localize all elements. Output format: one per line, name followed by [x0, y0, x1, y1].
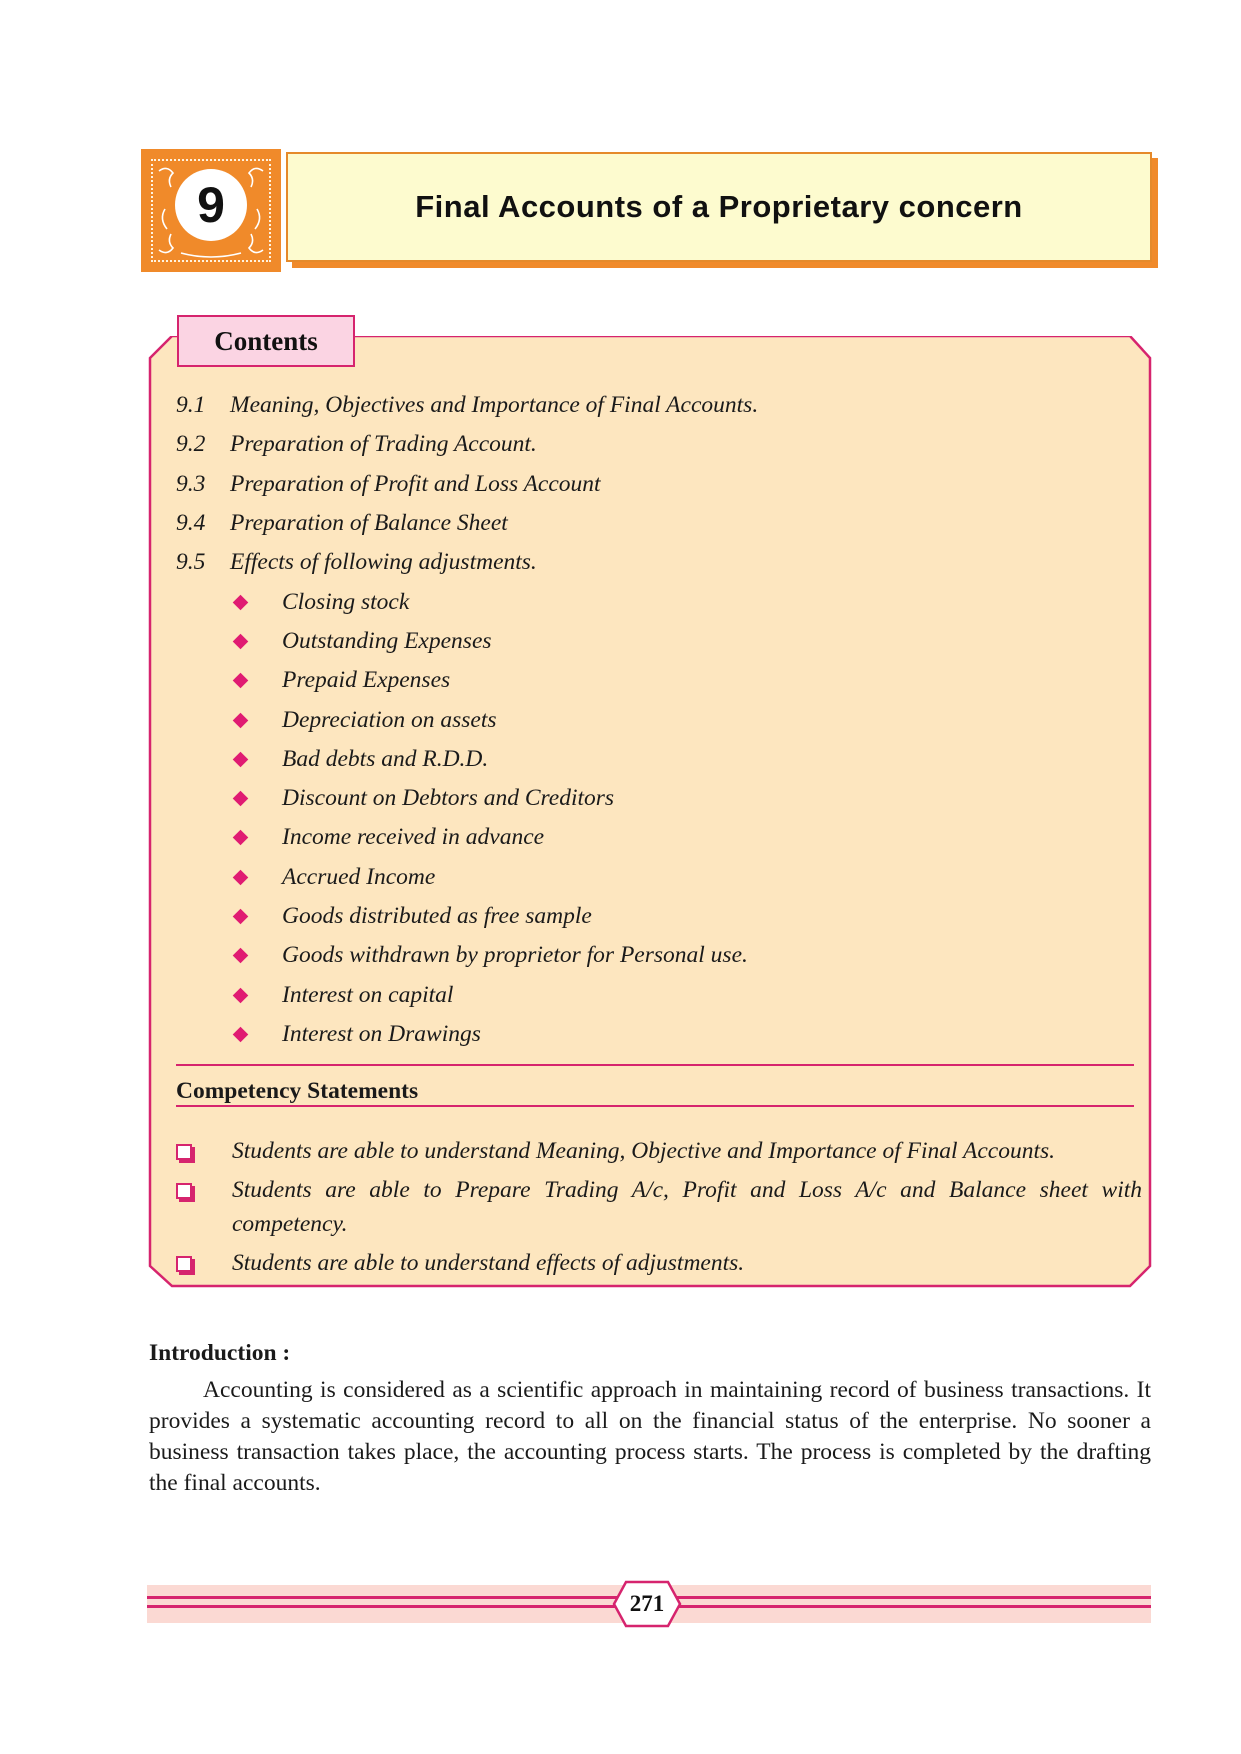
chapter-title-box: [286, 152, 1152, 262]
competency-text: Students are able to Prepare Trading A/c, Profit and Loss A/c and Balance sheet with competency.: [232, 1177, 1142, 1237]
item-number: 9.3: [176, 470, 206, 497]
chapter-number: 9: [175, 169, 247, 241]
list-item: [176, 543, 1156, 582]
adjustment-item: [176, 1015, 1156, 1054]
list-item: [176, 1173, 1142, 1241]
adjustment-item: [176, 700, 1156, 739]
diamond-bullet-icon: [233, 1027, 249, 1043]
chapter-badge: [141, 149, 281, 272]
checkbox-bullet-icon: [176, 1256, 192, 1272]
divider: [176, 1064, 1134, 1066]
item-number: 9.5: [176, 549, 206, 576]
list-item: [176, 1246, 1142, 1280]
item-text: Preparation of Balance Sheet: [230, 510, 508, 537]
item-text: Preparation of Trading Account.: [230, 431, 537, 458]
competency-list: [176, 1134, 1142, 1285]
diamond-bullet-icon: [233, 594, 249, 610]
adjustment-item: [176, 622, 1156, 661]
adjustment-text: Depreciation on assets: [282, 706, 497, 733]
adjustment-text: Accrued Income: [282, 863, 436, 890]
page-number: 271: [629, 1591, 665, 1616]
diamond-bullet-icon: [233, 752, 249, 768]
diamond-bullet-icon: [233, 987, 249, 1003]
list-item: [176, 386, 1156, 425]
introduction-paragraph: Accounting is considered as a scientific approach in maintaining record of business transactions. It provides a systematic accounting record to all on the financial status of the enterprise. No sooner a business transaction takes place, the accounting process starts. The process is completed by the drafting the final accounts.: [149, 1377, 1151, 1496]
item-text: Preparation of Profit and Loss Account: [230, 470, 601, 497]
contents-heading: Contents: [177, 315, 355, 367]
diamond-bullet-icon: [233, 830, 249, 846]
diamond-bullet-icon: [233, 712, 249, 728]
list-item: [176, 1134, 1142, 1168]
adjustment-item: [176, 740, 1156, 779]
list-item: [176, 425, 1156, 464]
item-text: Meaning, Objectives and Importance of Final Accounts.: [230, 392, 759, 419]
adjustment-item: [176, 936, 1156, 975]
adjustment-text: Income received in advance: [282, 824, 545, 851]
adjustment-item: [176, 858, 1156, 897]
diamond-bullet-icon: [233, 673, 249, 689]
adjustment-text: Outstanding Expenses: [282, 627, 492, 654]
item-number: 9.4: [176, 510, 206, 537]
adjustment-text: Bad debts and R.D.D.: [282, 745, 489, 772]
adjustment-item: [176, 779, 1156, 818]
adjustment-item: [176, 975, 1156, 1014]
adjustment-item: [176, 897, 1156, 936]
adjustment-text: Closing stock: [282, 588, 410, 615]
checkbox-bullet-icon: [176, 1183, 192, 1199]
divider: [176, 1105, 1134, 1107]
list-item: [176, 504, 1156, 543]
adjustment-text: Goods withdrawn by proprietor for Personal use.: [282, 942, 748, 969]
adjustment-text: Discount on Debtors and Creditors: [282, 785, 615, 812]
chapter-title: Final Accounts of a Proprietary concern: [415, 189, 1023, 224]
diamond-bullet-icon: [233, 634, 249, 650]
item-number: 9.2: [176, 431, 206, 458]
list-item: [176, 465, 1156, 504]
diamond-bullet-icon: [233, 791, 249, 807]
diamond-bullet-icon: [233, 948, 249, 964]
adjustment-text: Prepaid Expenses: [282, 667, 451, 694]
adjustment-text: Interest on capital: [282, 981, 454, 1008]
checkbox-bullet-icon: [176, 1144, 192, 1160]
adjustment-text: Interest on Drawings: [282, 1020, 481, 1047]
item-text: Effects of following adjustments.: [230, 549, 537, 576]
diamond-bullet-icon: [233, 869, 249, 885]
competency-text: Students are able to understand Meaning, Objective and Importance of Final Accounts.: [232, 1138, 1056, 1164]
item-number: 9.1: [176, 392, 206, 419]
diamond-bullet-icon: [233, 909, 249, 925]
adjustment-item: [176, 818, 1156, 857]
adjustment-item: [176, 661, 1156, 700]
contents-list: [176, 386, 1156, 1054]
introduction-heading: Introduction :: [149, 1340, 291, 1366]
competency-heading: Competency Statements: [176, 1078, 419, 1104]
adjustment-item: [176, 582, 1156, 621]
adjustment-text: Goods distributed as free sample: [282, 903, 592, 929]
competency-text: Students are able to understand effects of adjustments.: [232, 1250, 745, 1276]
